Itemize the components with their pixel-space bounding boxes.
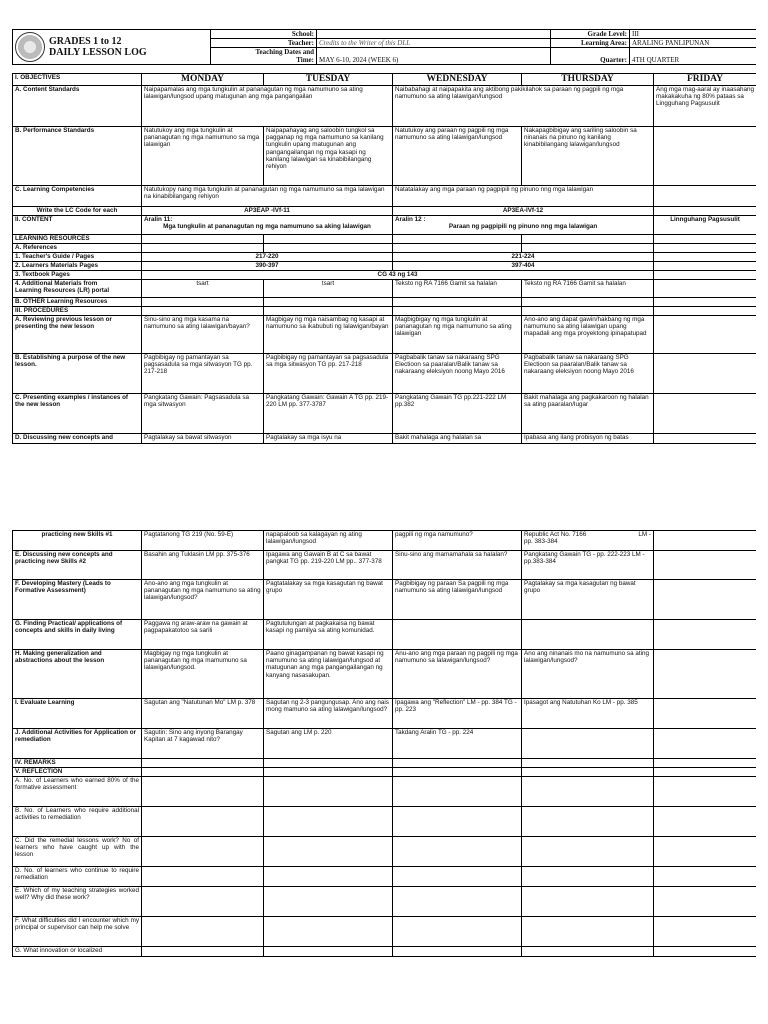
content-standards-label: A. Content Standards bbox=[13, 86, 142, 127]
perf-thursday: Nakapagbibigay ang sariling saloobin sa ninanais na pinuno ng kanilang kinabibilangang lalawigan/lungsod bbox=[522, 127, 654, 186]
proc-d2-wednesday: pagpili ng mga namumuno? bbox=[393, 531, 522, 551]
page-1 bbox=[12, 29, 756, 444]
content-standards-wt: Naibabahagi at naipapakita ang aktibong pakikilahok sa paraan ng pagpili ng mga namumuno sa ating lalawigan/lungsod bbox=[393, 86, 654, 127]
proc-f-wednesday: Pagbibigay ng paraan Sa pagpili ng mga namumuno sa ating lalawigan/lungsod bbox=[393, 580, 522, 620]
proc-i-label: I. Evaluate Learning bbox=[13, 699, 142, 729]
proc-d-thursday: Ipabasa ang ilang probisyon ng batas bbox=[522, 434, 654, 444]
title-grades: GRADES 1 to 12 bbox=[49, 36, 122, 47]
perf-friday bbox=[654, 127, 757, 186]
additional-materials-label: 4. Additional Materials from Learning Resources (LR) portal bbox=[13, 280, 142, 298]
lr-heading: LEARNING RESOURCES bbox=[13, 235, 142, 244]
proc-f-monday: Ano-ano ang mga tungkulin at pananagutan ng mga namumuno sa ating lalawigan/lungsod? bbox=[142, 580, 264, 620]
content-standards-mt: Naipapamalas ang mga tungkulin at pananagutan ng mga namumuno sa ating lalawigan/lungsod upang matugunan ang mga pangangailan bbox=[142, 86, 393, 127]
perf-wednesday: Natutukoy ang paraan ng pagpili ng mga namumuno sa ating lalawigan/lungsod bbox=[393, 127, 522, 186]
day-thursday: THURSDAY bbox=[522, 74, 654, 86]
perf-monday: Natutukoy ang mga tungkulin at pananagutan ng mga namumuno sa mga lalawigan bbox=[142, 127, 264, 186]
other-lr-label: B. OTHER Learning Resources bbox=[13, 298, 142, 307]
area-label: Learning Area: bbox=[551, 39, 630, 48]
deped-seal-icon bbox=[15, 32, 45, 62]
reflection-c: C. Did the remedial lessons work? No of learners who have caught up with the lesson bbox=[13, 837, 142, 867]
aralin-12: Aralin 12 : Paraan ng pagpipili ng pinuno nng mga lalawigan bbox=[393, 216, 654, 235]
objectives-heading: I. OBJECTIVES bbox=[13, 74, 142, 86]
am-thursday: Teksto ng RA 7166 Gamit sa halalan bbox=[522, 280, 654, 298]
proc-f-label: F. Developing Mastery (Leads to Formative Assessment) bbox=[13, 580, 142, 620]
proc-c-tuesday: Pangkatang Gawain: Gawain A TG pp. 219-220 LM pp. 377-3787 bbox=[264, 394, 393, 434]
friday-content: Linnguhang Pagsusulit bbox=[654, 216, 757, 235]
proc-j-label: J. Additional Activities for Application or remediation bbox=[13, 729, 142, 759]
header-table bbox=[12, 29, 756, 65]
lm-label: 2. Learners Materials Pages bbox=[13, 262, 142, 271]
reflection-f: F. What difficulties did I encounter which my principal or supervisor can help me solve bbox=[13, 917, 142, 947]
performance-standards-label: B. Performance Standards bbox=[13, 127, 142, 186]
proc-j-monday: Sagutin: Sino ang inyong Barangay Kapitan at 7 kagawad nito? bbox=[142, 729, 264, 759]
proc-i-thursday: Ipasagot ang Natutuhan Ko LM - pp. 385 bbox=[522, 699, 654, 729]
proc-b-wednesday: Pagbabalik tanaw sa nakaraang SPG Electioon sa paaralan/Balik tanaw sa nakaraang eleksiyon noong Mayo 2016 bbox=[393, 354, 522, 394]
proc-i-tuesday: Sagutan ng 2-3 pangungusap. Ano ang nais mong mamuno sa ating lalawigan/lungsod? bbox=[264, 699, 393, 729]
proc-c-label: C. Presenting examples / instances of the new lesson bbox=[13, 394, 142, 434]
aralin-11: Aralin 11: Mga tungkulin at pananagutan ng mga namumuno sa aking lalawigan bbox=[142, 216, 393, 235]
day-wednesday: WEDNESDAY bbox=[393, 74, 522, 86]
proc-d2-label: practicing new Skills #1 bbox=[13, 531, 142, 551]
school-value bbox=[317, 30, 551, 39]
lc-code-label: Write the LC Code for each bbox=[13, 207, 142, 216]
tg-mt: 217-220 bbox=[142, 253, 393, 262]
lc-code-wt: AP3EA-IVf-12 bbox=[393, 207, 654, 216]
proc-g-monday: Paggawa ng araw-araw na gawain at pagpapakatotoo sa sarili bbox=[142, 620, 264, 650]
teacher-value: Credits to the Writer of this DLL bbox=[317, 39, 551, 48]
tg-wt: 221-224 bbox=[393, 253, 654, 262]
grade-value: III bbox=[630, 30, 757, 39]
competencies-label: C. Learning Competencies bbox=[13, 186, 142, 207]
am-monday: tsart bbox=[142, 280, 264, 298]
reflection-a: A. No. of Learners who earned 80% of the formative assessment bbox=[13, 777, 142, 807]
competencies-mt: Natutukopy nang mga tungkulin at pananagutan ng mga namumuno sa mga lalawigan na kinabibilangang rehiyon bbox=[142, 186, 393, 207]
textbook-label: 3. Textbook Pages bbox=[13, 271, 142, 280]
proc-e-wednesday: Sinu-sino ang mamamahala sa halalan? bbox=[393, 551, 522, 580]
proc-e-monday: Basahin ang Tuklasin LM pp. 375-376 bbox=[142, 551, 264, 580]
reflection-e: E. Which of my teaching strategies worked well? Why did these work? bbox=[13, 887, 142, 917]
proc-g-label: G. Finding Practical/ applications of concepts and skills in daily living bbox=[13, 620, 142, 650]
proc-d-monday: Pagtalakay sa bawat sitwasyon bbox=[142, 434, 264, 444]
procedures-heading: III. PROCEDURES bbox=[13, 307, 142, 316]
am-wednesday: Teksto ng RA 7166 Gamit sa halalan bbox=[393, 280, 522, 298]
proc-c-wednesday: Pangkatang Gawain TG pp.221-222 LM pp.382 bbox=[393, 394, 522, 434]
proc-i-wednesday: Ipagawa ang "Reflection" LM - pp. 384 TG - pp. 223 bbox=[393, 699, 522, 729]
school-label: School: bbox=[211, 30, 317, 39]
proc-b-tuesday: Pagbibigay ng pamantayan sa pagsasadula sa mga sitwasyon TG pp. 217-218 bbox=[264, 354, 393, 394]
lm-mt: 390-397 bbox=[142, 262, 393, 271]
proc-c-monday: Pangkatang Gawain: Pagsasadula sa mga sitwasyon bbox=[142, 394, 264, 434]
proc-b-label: B. Establishing a purpose of the new lesson. bbox=[13, 354, 142, 394]
proc-a-thursday: Ano-ano ang dapat gawin/hakbang ng mga namumuno sa ating lalawigan upang mapadali ang mga proyektong ipinapatupad bbox=[522, 316, 654, 354]
proc-d2-thursday: Republic Act No. 7166 LM - pp. 383-384 bbox=[522, 531, 654, 551]
proc-c-thursday: Bakit mahalaga ang pagkakaroon ng halalan sa ating paaralan/lugar bbox=[522, 394, 654, 434]
proc-j-tuesday: Sagutan ang LM p. 220 bbox=[264, 729, 393, 759]
day-tuesday: TUESDAY bbox=[264, 74, 393, 86]
competencies-f bbox=[654, 186, 757, 207]
proc-i-monday: Sagutan ang "Natutunan Mo" LM p. 378 bbox=[142, 699, 264, 729]
proc-h-wednesday: Anu-ano ang mga paraan ng pagpili ng mga namumuno sa lalawigan/lungsod? bbox=[393, 650, 522, 699]
proc-g-wednesday bbox=[393, 620, 522, 650]
proc-e-thursday: Pangkatang Gawain TG - pp. 222-223 LM - pp.383-384 bbox=[522, 551, 654, 580]
grade-label: Grade Level: bbox=[551, 30, 630, 39]
proc-h-label: H. Making generalization and abstractions about the lesson bbox=[13, 650, 142, 699]
proc-d-tuesday: Pagtalakay sa mga isyu na bbox=[264, 434, 393, 444]
proc-d-label: D. Discussing new concepts and bbox=[13, 434, 142, 444]
page-2 bbox=[12, 530, 756, 957]
proc-a-wednesday: Magbigbigay ng mga tungkulin at pananagutan ng mga namumuno sa ating lalawigan bbox=[393, 316, 522, 354]
proc-a-monday: Sinu-sino ang mga kasama na namumuno sa ating lalawigan/bayan? bbox=[142, 316, 264, 354]
proc-e-label: E. Discussing new concepts and practicing new Skills #2 bbox=[13, 551, 142, 580]
day-friday: FRIDAY bbox=[654, 74, 757, 86]
proc-b-monday: Pagbibigay ng pamantayan sa pagsasadula sa mga sitwasyon TG pp. 217-218 bbox=[142, 354, 264, 394]
proc-a-label: A. Reviewing previous lesson or presenting the new lesson bbox=[13, 316, 142, 354]
references-label: A. References bbox=[13, 244, 142, 253]
proc-h-tuesday: Paano ginagampanan ng bawat kasapi ng namumuno sa ating lalawigan/lungsod at matugunan ang mga pangangailangan ng kanyang nasasakupan. bbox=[264, 650, 393, 699]
reflection-g: G. What innovation or localized bbox=[13, 947, 142, 957]
tg-label: 1. Teacher's Guide / Pages bbox=[13, 253, 142, 262]
proc-b-thursday: Pagbabalik tanaw sa nakaraang SPG Electioon sa paaralan/Balik tanaw sa nakaraang eleksiyon noong Mayo 2016 bbox=[522, 354, 654, 394]
remarks-label: IV. REMARKS bbox=[13, 759, 142, 768]
proc-j-thursday bbox=[522, 729, 654, 759]
lm-wt: 397-404 bbox=[393, 262, 654, 271]
proc-j-wednesday: Takdang Aralin TG - pp. 224 bbox=[393, 729, 522, 759]
day-monday: MONDAY bbox=[142, 74, 264, 86]
reflection-b: B. No. of Learners who require additional activities to remediation bbox=[13, 807, 142, 837]
lesson-table-1 bbox=[12, 73, 756, 444]
proc-h-monday: Magbigay ng mga tungkulin at pananagutan ng mga mamumuno sa lalawigan/lungsod. bbox=[142, 650, 264, 699]
quarter-label: Quarter: bbox=[551, 48, 630, 65]
proc-d-wednesday: Bakit mahalaga ang halalan sa bbox=[393, 434, 522, 444]
proc-d2-monday: Pagtatanong TG 219 (No. 59-E) bbox=[142, 531, 264, 551]
quarter-value: 4TH QUARTER bbox=[630, 48, 757, 65]
proc-g-tuesday: Pagtutulungan at pagkakaisa ng bawat kasapi ng pamilya sa ating komunidad. bbox=[264, 620, 393, 650]
area-value: ARALING PANLIPUNAN bbox=[630, 39, 757, 48]
proc-a-tuesday: Magbigay ng mga naisambag ng kasapi at namumuno sa ikabubuti ng lalawigan/bayan bbox=[264, 316, 393, 354]
reflection-label: V. REFLECTION bbox=[13, 768, 142, 777]
lc-code-mt: AP3EAP -IVf-11 bbox=[142, 207, 393, 216]
proc-h-thursday: Ano ang ninanais mo na namumuno sa ating lalawigan/lungsod? bbox=[522, 650, 654, 699]
teacher-label: Teacher: bbox=[211, 39, 317, 48]
proc-f-thursday: Pagtalakay sa mga kasagutan ng bawat grupo bbox=[522, 580, 654, 620]
am-tuesday: tsart bbox=[264, 280, 393, 298]
competencies-wt: Natatalakay ang mga paraan ng pagpipili ng pinuno nng mga lalawigan bbox=[393, 186, 654, 207]
proc-d2-tuesday: napapaloob sa kalagayan ng ating lalawigan/lungsod bbox=[264, 531, 393, 551]
perf-tuesday: Naipapahayag ang saloobin tungkol sa pagganap ng mga namumuno sa kanilang tungkulin upang matugunan ang pangangailangan ng mga kasapi ng kanilang lalawigan sa kinabibilangang rehiyon bbox=[264, 127, 393, 186]
content-label: II. CONTENT bbox=[13, 216, 142, 235]
proc-g-thursday bbox=[522, 620, 654, 650]
proc-e-tuesday: Ipagawa ang Gawain B at C sa bawat pangkat TG pp. 219-220 LM pp.. 377-378 bbox=[264, 551, 393, 580]
title-dll: DAILY LESSON LOG bbox=[49, 47, 147, 58]
dates-label: Teaching Dates and Time: bbox=[211, 48, 317, 65]
dates-value: MAY 6-10, 2024 (WEEK 6) bbox=[317, 48, 551, 65]
proc-f-tuesday: Pagtatalakay sa mga kasagutan ng bawat grupo bbox=[264, 580, 393, 620]
lesson-table-2 bbox=[12, 530, 756, 957]
textbook-value: CG 43 ng 143 bbox=[142, 271, 654, 280]
reflection-d: D. No. of learners who continue to require remediation bbox=[13, 867, 142, 887]
lc-code-f bbox=[654, 207, 757, 216]
content-standards-f: Ang mga mag-aaral ay inaasahang makakakuha ng 80% pataas sa Lingguhang Pagsusulit bbox=[654, 86, 757, 127]
